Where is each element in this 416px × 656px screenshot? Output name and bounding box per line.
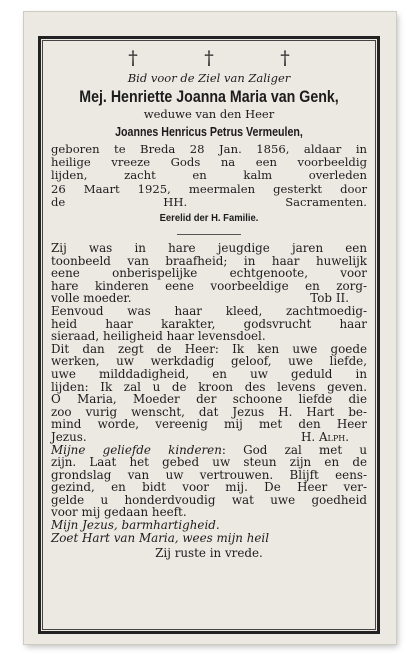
text-line: lijden: Ik zal u de kroon des levens geven. (51, 379, 367, 394)
scripture-reference: Tob II. (310, 291, 349, 306)
text-line: zijn. Laat het gebed uw steun zijn en de (51, 455, 367, 470)
prayer-line: Mijn Jezus, barmhartigheid. (51, 518, 220, 533)
widow-of-line: weduwe van den Heer (143, 107, 275, 121)
paragraph (51, 393, 367, 443)
text-line: Eenvoud was haar kleed, zachtmoedig- (51, 303, 367, 318)
cross-icon: † (128, 47, 138, 69)
crosses-row (51, 47, 367, 69)
text-line: toonbeeld van braafheid; in haar huwelijk (51, 253, 367, 268)
text-line: sieraad, heiligheid haar levensdoel. (51, 329, 266, 344)
text-line: uwe milddadigheid, en uw geduld in (51, 366, 367, 381)
text-line: O Maria, Moeder der schoone liefde die (51, 392, 367, 407)
text-line: eene onberispelijke echtgenoote, voor (51, 266, 367, 281)
card-content (51, 45, 367, 625)
text-line: Dit dan zegt de Heer: Ik ken uwe goede (51, 341, 367, 356)
closing-line: Zij ruste in vrede. (155, 546, 263, 561)
author-attribution: H. Alph. (301, 429, 349, 444)
text-line: heid haar karakter, godsvrucht haar (51, 316, 367, 331)
paragraph (51, 343, 367, 393)
text-line: gelde u honderdvoudig wat uwe goedheid (51, 492, 367, 507)
divider-rule (177, 234, 241, 235)
cross-icon: † (204, 47, 214, 69)
text-line: Zij was in hare jeugdige jaren een (51, 241, 367, 256)
text-line: gezind, en bidt voor mij. De Heer ver- (51, 480, 367, 495)
paragraph (51, 444, 367, 520)
prayer-request: Bid voor de Ziel van Zaliger (127, 71, 291, 85)
text-line: grondslag van uw vertrouwen. Blijft eens- (51, 467, 367, 482)
society-membership: Eerelid der H. Familie. (159, 212, 259, 225)
text-line: mind worde, vereenig mij met den Heer (51, 417, 367, 432)
bio-line: geboren te Breda 28 Jan. 1856, aldaar in (51, 142, 367, 156)
text-line: zoo vurig wenscht, dat Jezus H. Hart be- (51, 404, 367, 419)
prayer-line: Zoet Hart van Maria, wees mijn heil (51, 530, 269, 545)
deceased-name: Mej. Henriette Joanna Maria van Genk, (79, 88, 339, 106)
text-line: volle moeder. (51, 291, 132, 306)
prayer-invocations (51, 519, 367, 544)
eulogy-text (51, 242, 367, 560)
card-border-frame (38, 36, 380, 634)
text-line: hare kinderen eene voorbeeldige en zorg- (51, 278, 367, 293)
bio-line: heilige vreeze Gods na een voorbeeldig (51, 155, 367, 170)
cross-icon: † (280, 47, 290, 69)
bio-line: lijden, zacht en kalm overleden (51, 168, 367, 183)
memorial-card (24, 12, 396, 644)
children-address: Mijne geliefde kinderen (51, 442, 222, 457)
text-fragment: : God zal met u (221, 442, 367, 457)
bio-line: 26 Maart 1925, meermalen gesterkt door (51, 181, 367, 196)
husband-name: Joannes Henricus Petrus Vermeulen, (115, 124, 303, 139)
biography (51, 143, 367, 209)
paragraph (51, 242, 367, 305)
text-line: werken, uw werkdadig geloof, uwe liefde, (51, 354, 367, 369)
text-line: voor mij gedaan heeft. (51, 505, 187, 520)
text-line: Jezus. (51, 429, 87, 444)
paragraph (51, 305, 367, 343)
bio-line: de HH. Sacramenten. (51, 194, 367, 209)
